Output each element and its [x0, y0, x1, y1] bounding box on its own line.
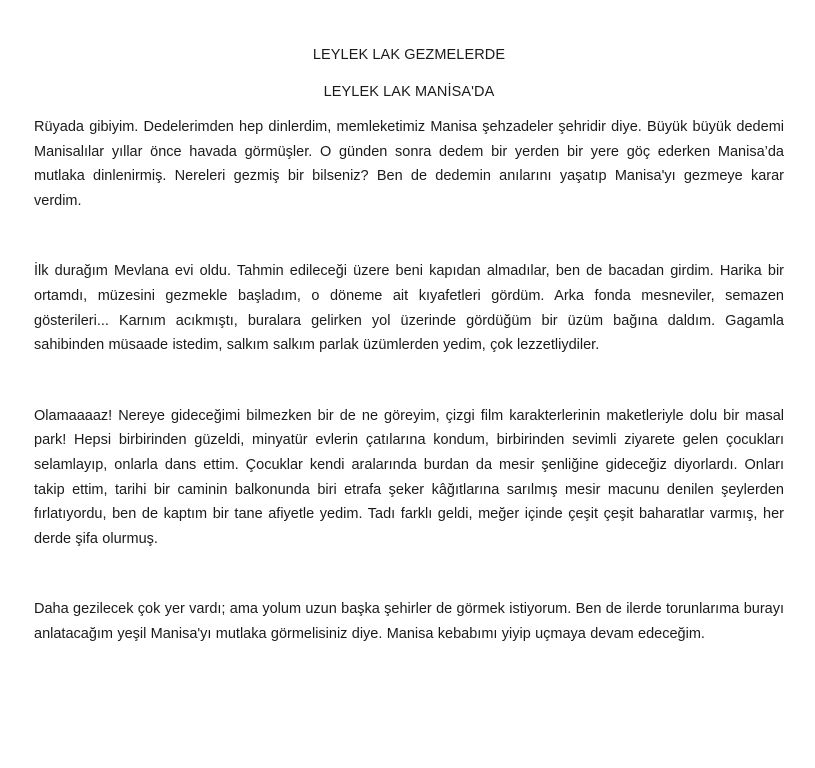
- paragraph-1: Rüyada gibiyim. Dedelerimden hep dinlerdim, memleketimiz Manisa şehzadeler şehridir diye. Büyük büyük dedemi Manisalılar yıllar önce havada görmüşler. O günden sonra dedem bir yerden bir yere göç ederken Manisa’da mutlaka dinlenirmiş. Nereleri gezmiş bir bilseniz? Ben de dedemin anılarını yaşatıp Manisa'yı gezmeye karar verdim.: [34, 119, 784, 209]
- paragraph-4: Daha gezilecek çok yer vardı; ama yolum uzun başka şehirler de görmek istiyorum. Ben de ilerde torunlarıma burayı anlatacağım yeşil Manisa'yı mutlaka görmelisiniz diye. Manisa kebabımı yiyip uçmaya devam edeceğim.: [34, 601, 784, 642]
- paragraph-2: İlk durağım Mevlana evi oldu. Tahmin edileceği üzere beni kapıdan almadılar, ben de bacadan girdim. Harika bir ortamdı, müzesini gezmekle başladım, o döneme ait kıyafetleri gördüm. Arka fonda mesneviler, semazen gösterileri... Karnım acıkmıştı, buralara gelirken yol üzerinde gördüğüm bir üzüm bağına daldım. Gagamla sahibinden müsaade istedim, salkım salkım parlak üzümlerden yedim, çok lezzetliydiler.: [34, 263, 784, 354]
- document-subtitle: LEYLEK LAK MANİSA'DA: [323, 84, 495, 100]
- paragraph-3: Olamaaaaz! Nereye gideceğimi bilmezken bir de ne göreyim, çizgi film karakterlerinin maketleriyle dolu bir masal park! Hepsi birbirinden güzeldi, minyatür evlerin çatılarına kondum, birbirinden sevimli ziyarete gelen çocukları selamlayıp, onlarla dans ettim. Çocuklar kendi aralarında burdan da mesir şenliğine gideceğiz diyorlardı. Onları takip ettim, tarihi bir caminin balkonunda biri etrafa şeker kâğıtlarına sarılmış mesir macunu denilen şeylerden fırlatıyordu, ben de kaptım bir tane afiyetle yedim. Tadı farklı geldi, meğer içinde çeşit çeşit baharatlar varmış, her derde şifa olurmuş.: [34, 407, 784, 547]
- document-title: LEYLEK LAK GEZMELERDE: [312, 47, 506, 63]
